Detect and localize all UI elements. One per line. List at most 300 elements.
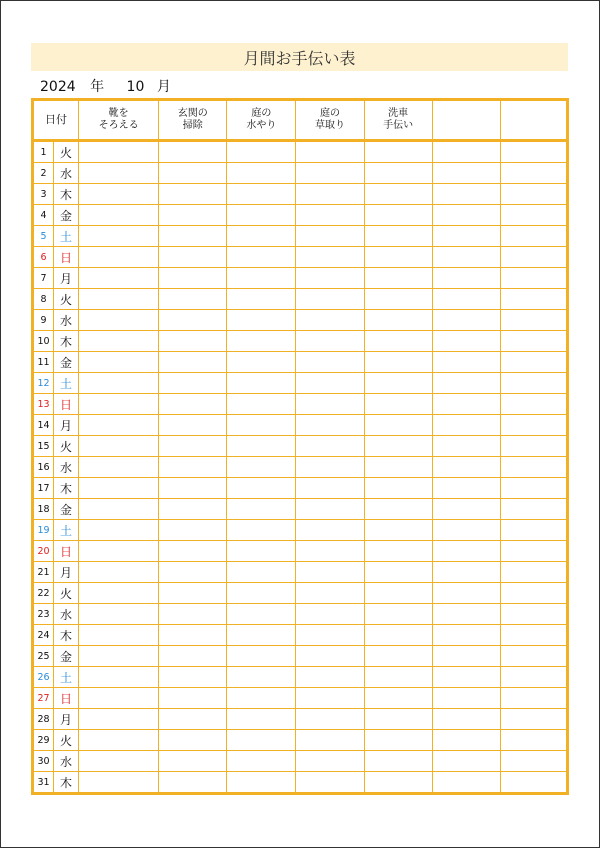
day-row <box>33 583 568 604</box>
day-row <box>33 478 568 499</box>
chore-cell[interactable] <box>159 415 227 436</box>
day-number: 29 <box>33 730 54 751</box>
chore-cell[interactable] <box>500 562 567 583</box>
chore-cell[interactable] <box>500 184 567 205</box>
chore-cell[interactable] <box>79 646 159 667</box>
chore-cell[interactable] <box>79 310 159 331</box>
day-number: 17 <box>33 478 54 499</box>
chore-cell[interactable] <box>159 289 227 310</box>
date-header: 日付 <box>33 100 79 141</box>
chore-cell[interactable] <box>227 541 296 562</box>
chore-cell[interactable] <box>432 205 500 226</box>
weekday-label: 木 <box>54 772 79 794</box>
chore-cell[interactable] <box>79 583 159 604</box>
chore-cell[interactable] <box>159 520 227 541</box>
chore-cell[interactable] <box>432 247 500 268</box>
day-number: 9 <box>33 310 54 331</box>
chore-cell[interactable] <box>364 184 432 205</box>
chore-cell[interactable] <box>432 478 500 499</box>
weekday-label: 水 <box>54 457 79 478</box>
chore-cell[interactable] <box>227 772 296 794</box>
chore-cell[interactable] <box>79 415 159 436</box>
chore-cell[interactable] <box>159 772 227 794</box>
chore-cell[interactable] <box>227 625 296 646</box>
chore-cell[interactable] <box>159 478 227 499</box>
day-number: 31 <box>33 772 54 794</box>
chore-cell[interactable] <box>159 541 227 562</box>
weekday-label: 木 <box>54 478 79 499</box>
chore-cell[interactable] <box>227 562 296 583</box>
chore-cell[interactable] <box>79 141 159 163</box>
chore-cell[interactable] <box>296 436 364 457</box>
chore-cell[interactable] <box>364 163 432 184</box>
chore-cell[interactable] <box>432 499 500 520</box>
day-number: 18 <box>33 499 54 520</box>
chore-cell[interactable] <box>432 730 500 751</box>
chore-cell[interactable] <box>296 331 364 352</box>
day-number: 24 <box>33 625 54 646</box>
chore-cell[interactable] <box>79 457 159 478</box>
chore-cell[interactable] <box>296 457 364 478</box>
chore-cell[interactable] <box>364 688 432 709</box>
chore-cell[interactable] <box>364 541 432 562</box>
chore-cell[interactable] <box>296 709 364 730</box>
chore-cell[interactable] <box>227 457 296 478</box>
chore-cell[interactable] <box>364 499 432 520</box>
chore-cell[interactable] <box>159 184 227 205</box>
chore-cell[interactable] <box>296 352 364 373</box>
chore-cell[interactable] <box>227 709 296 730</box>
chore-cell[interactable] <box>500 141 567 163</box>
chore-cell[interactable] <box>364 730 432 751</box>
chore-cell[interactable] <box>79 478 159 499</box>
chore-cell[interactable] <box>159 268 227 289</box>
chore-cell[interactable] <box>296 163 364 184</box>
chore-cell[interactable] <box>364 604 432 625</box>
year-unit: 年 <box>90 79 105 95</box>
chore-cell[interactable] <box>500 478 567 499</box>
chore-cell[interactable] <box>364 373 432 394</box>
chore-cell[interactable] <box>432 436 500 457</box>
day-row <box>33 310 568 331</box>
chore-cell[interactable] <box>159 436 227 457</box>
day-row <box>33 709 568 730</box>
day-row <box>33 772 568 794</box>
chore-cell[interactable] <box>79 562 159 583</box>
chore-cell[interactable] <box>364 352 432 373</box>
weekday-label: 日 <box>54 688 79 709</box>
chore-cell[interactable] <box>159 247 227 268</box>
chore-cell[interactable] <box>364 772 432 794</box>
chore-cell[interactable] <box>296 646 364 667</box>
chore-cell[interactable] <box>79 373 159 394</box>
chore-cell[interactable] <box>159 562 227 583</box>
weekday-label: 水 <box>54 751 79 772</box>
day-number: 22 <box>33 583 54 604</box>
chore-cell[interactable] <box>364 562 432 583</box>
chore-cell[interactable] <box>79 394 159 415</box>
chore-cell[interactable] <box>296 478 364 499</box>
chore-cell[interactable] <box>79 268 159 289</box>
chore-cell[interactable] <box>296 247 364 268</box>
chore-cell[interactable] <box>227 751 296 772</box>
chore-cell[interactable] <box>227 373 296 394</box>
chore-cell[interactable] <box>432 268 500 289</box>
chore-cell[interactable] <box>432 667 500 688</box>
day-number: 4 <box>33 205 54 226</box>
day-row <box>33 247 568 268</box>
chore-cell[interactable] <box>364 415 432 436</box>
chore-cell[interactable] <box>79 709 159 730</box>
chore-cell[interactable] <box>79 604 159 625</box>
chore-cell[interactable] <box>500 499 567 520</box>
chore-cell[interactable] <box>159 604 227 625</box>
chore-cell[interactable] <box>79 226 159 247</box>
chore-cell[interactable] <box>500 205 567 226</box>
chore-cell[interactable] <box>79 184 159 205</box>
date-line <box>40 76 171 96</box>
chore-cell[interactable] <box>227 688 296 709</box>
chore-cell[interactable] <box>159 205 227 226</box>
day-number: 20 <box>33 541 54 562</box>
day-row <box>33 457 568 478</box>
day-number: 1 <box>33 141 54 163</box>
chore-cell[interactable] <box>227 141 296 163</box>
day-number: 26 <box>33 667 54 688</box>
chore-cell[interactable] <box>500 583 567 604</box>
chore-cell[interactable] <box>296 310 364 331</box>
day-row <box>33 751 568 772</box>
weekday-label: 日 <box>54 394 79 415</box>
chore-cell[interactable] <box>500 751 567 772</box>
chore-cell[interactable] <box>227 268 296 289</box>
chore-cell[interactable] <box>79 730 159 751</box>
day-row <box>33 667 568 688</box>
chore-cell[interactable] <box>432 373 500 394</box>
chore-cell[interactable] <box>500 310 567 331</box>
chore-cell[interactable] <box>296 499 364 520</box>
chore-cell[interactable] <box>227 394 296 415</box>
day-number: 16 <box>33 457 54 478</box>
chore-cell[interactable] <box>296 205 364 226</box>
title-bar <box>31 43 568 71</box>
month-value: 10 <box>126 79 145 95</box>
chore-cell[interactable] <box>227 226 296 247</box>
weekday-label: 木 <box>54 331 79 352</box>
chore-header: 玄関の 掃除 <box>159 100 227 141</box>
chore-cell[interactable] <box>364 583 432 604</box>
chore-cell[interactable] <box>159 499 227 520</box>
chore-cell[interactable] <box>432 415 500 436</box>
chore-cell[interactable] <box>296 688 364 709</box>
chore-cell[interactable] <box>296 667 364 688</box>
chore-cell[interactable] <box>432 520 500 541</box>
chore-cell[interactable] <box>432 688 500 709</box>
chore-cell[interactable] <box>159 352 227 373</box>
chore-cell[interactable] <box>432 141 500 163</box>
chore-cell[interactable] <box>79 541 159 562</box>
chore-cell[interactable] <box>159 667 227 688</box>
chore-cell[interactable] <box>500 436 567 457</box>
chore-cell[interactable] <box>432 184 500 205</box>
chore-cell[interactable] <box>227 478 296 499</box>
chore-cell[interactable] <box>296 604 364 625</box>
chore-cell[interactable] <box>159 373 227 394</box>
chore-cell[interactable] <box>296 625 364 646</box>
chore-cell[interactable] <box>79 289 159 310</box>
weekday-label: 水 <box>54 163 79 184</box>
chore-cell[interactable] <box>364 205 432 226</box>
chore-cell[interactable] <box>296 184 364 205</box>
chore-cell[interactable] <box>159 751 227 772</box>
chore-cell[interactable] <box>364 625 432 646</box>
weekday-label: 水 <box>54 310 79 331</box>
day-number: 25 <box>33 646 54 667</box>
chore-cell[interactable] <box>500 394 567 415</box>
chore-cell[interactable] <box>227 415 296 436</box>
day-row <box>33 730 568 751</box>
chore-cell[interactable] <box>296 141 364 163</box>
chore-cell[interactable] <box>227 604 296 625</box>
weekday-label: 火 <box>54 289 79 310</box>
chore-cell[interactable] <box>159 163 227 184</box>
day-row <box>33 436 568 457</box>
chore-cell[interactable] <box>364 141 432 163</box>
day-number: 23 <box>33 604 54 625</box>
chore-header: 庭の 草取り <box>296 100 364 141</box>
chore-cell[interactable] <box>159 226 227 247</box>
chore-cell[interactable] <box>364 751 432 772</box>
chore-cell[interactable] <box>432 562 500 583</box>
year-value: 2024 <box>40 79 76 95</box>
day-number: 30 <box>33 751 54 772</box>
chore-cell[interactable] <box>432 352 500 373</box>
chore-cell[interactable] <box>296 751 364 772</box>
chore-cell[interactable] <box>500 520 567 541</box>
chore-cell[interactable] <box>500 268 567 289</box>
chore-cell[interactable] <box>227 520 296 541</box>
chore-cell[interactable] <box>159 394 227 415</box>
chore-cell[interactable] <box>296 520 364 541</box>
chore-cell[interactable] <box>159 625 227 646</box>
chore-cell[interactable] <box>500 415 567 436</box>
chore-cell[interactable] <box>432 772 500 794</box>
day-number: 6 <box>33 247 54 268</box>
day-number: 11 <box>33 352 54 373</box>
day-number: 12 <box>33 373 54 394</box>
chore-cell[interactable] <box>296 289 364 310</box>
chore-cell[interactable] <box>227 499 296 520</box>
chore-cell[interactable] <box>296 541 364 562</box>
day-row <box>33 141 568 163</box>
chore-cell[interactable] <box>79 163 159 184</box>
day-number: 3 <box>33 184 54 205</box>
chore-cell[interactable] <box>432 604 500 625</box>
chore-cell[interactable] <box>364 247 432 268</box>
day-number: 8 <box>33 289 54 310</box>
chore-cell[interactable] <box>227 352 296 373</box>
chore-cell[interactable] <box>227 163 296 184</box>
day-row <box>33 646 568 667</box>
weekday-label: 日 <box>54 541 79 562</box>
chore-cell[interactable] <box>364 478 432 499</box>
chore-cell[interactable] <box>500 226 567 247</box>
chore-cell[interactable] <box>227 667 296 688</box>
chore-cell[interactable] <box>432 625 500 646</box>
chore-cell[interactable] <box>500 331 567 352</box>
chore-cell[interactable] <box>364 667 432 688</box>
chore-cell[interactable] <box>432 541 500 562</box>
chore-cell[interactable] <box>79 205 159 226</box>
chore-cell[interactable] <box>227 646 296 667</box>
chore-cell[interactable] <box>159 457 227 478</box>
chore-cell[interactable] <box>79 625 159 646</box>
chore-cell[interactable] <box>227 184 296 205</box>
day-number: 5 <box>33 226 54 247</box>
day-row <box>33 499 568 520</box>
header-row <box>33 100 568 141</box>
chore-cell[interactable] <box>364 457 432 478</box>
day-row <box>33 205 568 226</box>
chore-header <box>500 100 567 141</box>
chore-cell[interactable] <box>432 709 500 730</box>
chore-header <box>432 100 500 141</box>
chore-cell[interactable] <box>500 646 567 667</box>
weekday-label: 月 <box>54 562 79 583</box>
chore-cell[interactable] <box>159 310 227 331</box>
chore-cell[interactable] <box>500 730 567 751</box>
weekday-label: 金 <box>54 499 79 520</box>
chore-cell[interactable] <box>227 436 296 457</box>
day-row <box>33 352 568 373</box>
chore-cell[interactable] <box>296 373 364 394</box>
day-number: 2 <box>33 163 54 184</box>
chore-cell[interactable] <box>432 226 500 247</box>
day-row <box>33 415 568 436</box>
day-row <box>33 163 568 184</box>
chore-cell[interactable] <box>227 730 296 751</box>
chore-cell[interactable] <box>500 373 567 394</box>
chore-cell[interactable] <box>432 646 500 667</box>
chore-cell[interactable] <box>227 583 296 604</box>
chore-cell[interactable] <box>500 709 567 730</box>
chore-cell[interactable] <box>296 562 364 583</box>
chore-cell[interactable] <box>79 247 159 268</box>
chore-cell[interactable] <box>159 730 227 751</box>
chore-cell[interactable] <box>364 394 432 415</box>
weekday-label: 金 <box>54 352 79 373</box>
chore-cell[interactable] <box>500 604 567 625</box>
day-row <box>33 541 568 562</box>
chore-cell[interactable] <box>296 730 364 751</box>
chore-cell[interactable] <box>500 289 567 310</box>
chore-cell[interactable] <box>159 141 227 163</box>
chore-cell[interactable] <box>432 163 500 184</box>
chore-cell[interactable] <box>500 457 567 478</box>
chore-cell[interactable] <box>432 331 500 352</box>
chore-cell[interactable] <box>500 772 567 794</box>
day-row <box>33 520 568 541</box>
chore-cell[interactable] <box>364 226 432 247</box>
chore-cell[interactable] <box>364 520 432 541</box>
chore-cell[interactable] <box>500 247 567 268</box>
chore-cell[interactable] <box>432 289 500 310</box>
day-row <box>33 688 568 709</box>
chore-cell[interactable] <box>159 646 227 667</box>
chore-cell[interactable] <box>432 310 500 331</box>
weekday-label: 金 <box>54 205 79 226</box>
day-row <box>33 604 568 625</box>
chore-cell[interactable] <box>296 772 364 794</box>
day-row <box>33 562 568 583</box>
weekday-label: 月 <box>54 268 79 289</box>
chore-cell[interactable] <box>500 667 567 688</box>
chore-cell[interactable] <box>79 352 159 373</box>
chore-cell[interactable] <box>296 226 364 247</box>
chore-cell[interactable] <box>296 394 364 415</box>
weekday-label: 土 <box>54 373 79 394</box>
chore-cell[interactable] <box>432 751 500 772</box>
chore-cell[interactable] <box>432 457 500 478</box>
chore-cell[interactable] <box>227 331 296 352</box>
chore-cell[interactable] <box>79 436 159 457</box>
day-number: 21 <box>33 562 54 583</box>
chore-cell[interactable] <box>79 499 159 520</box>
month-unit: 月 <box>156 79 171 95</box>
chore-cell[interactable] <box>296 268 364 289</box>
chore-cell[interactable] <box>159 583 227 604</box>
chore-cell[interactable] <box>227 289 296 310</box>
chore-cell[interactable] <box>500 688 567 709</box>
chore-cell[interactable] <box>500 352 567 373</box>
chore-cell[interactable] <box>227 247 296 268</box>
chore-cell[interactable] <box>432 394 500 415</box>
chore-cell[interactable] <box>79 751 159 772</box>
chore-cell[interactable] <box>364 709 432 730</box>
chore-cell[interactable] <box>296 415 364 436</box>
chore-cell[interactable] <box>79 688 159 709</box>
day-number: 19 <box>33 520 54 541</box>
chore-cell[interactable] <box>500 541 567 562</box>
chore-cell[interactable] <box>227 310 296 331</box>
chore-cell[interactable] <box>364 268 432 289</box>
weekday-label: 日 <box>54 247 79 268</box>
chore-cell[interactable] <box>79 520 159 541</box>
day-number: 27 <box>33 688 54 709</box>
chore-header: 洗車 手伝い <box>364 100 432 141</box>
chore-cell[interactable] <box>296 583 364 604</box>
chore-cell[interactable] <box>79 331 159 352</box>
chore-cell[interactable] <box>500 163 567 184</box>
chore-cell[interactable] <box>159 709 227 730</box>
chore-cell[interactable] <box>227 205 296 226</box>
chore-cell[interactable] <box>432 583 500 604</box>
chore-cell[interactable] <box>500 625 567 646</box>
chore-cell[interactable] <box>364 646 432 667</box>
chore-cell[interactable] <box>159 688 227 709</box>
day-number: 14 <box>33 415 54 436</box>
chore-cell[interactable] <box>364 289 432 310</box>
weekday-label: 月 <box>54 709 79 730</box>
chore-cell[interactable] <box>79 772 159 794</box>
chore-cell[interactable] <box>79 667 159 688</box>
weekday-label: 火 <box>54 436 79 457</box>
chore-cell[interactable] <box>364 310 432 331</box>
chore-cell[interactable] <box>364 331 432 352</box>
chore-cell[interactable] <box>364 436 432 457</box>
day-number: 10 <box>33 331 54 352</box>
chore-cell[interactable] <box>159 331 227 352</box>
